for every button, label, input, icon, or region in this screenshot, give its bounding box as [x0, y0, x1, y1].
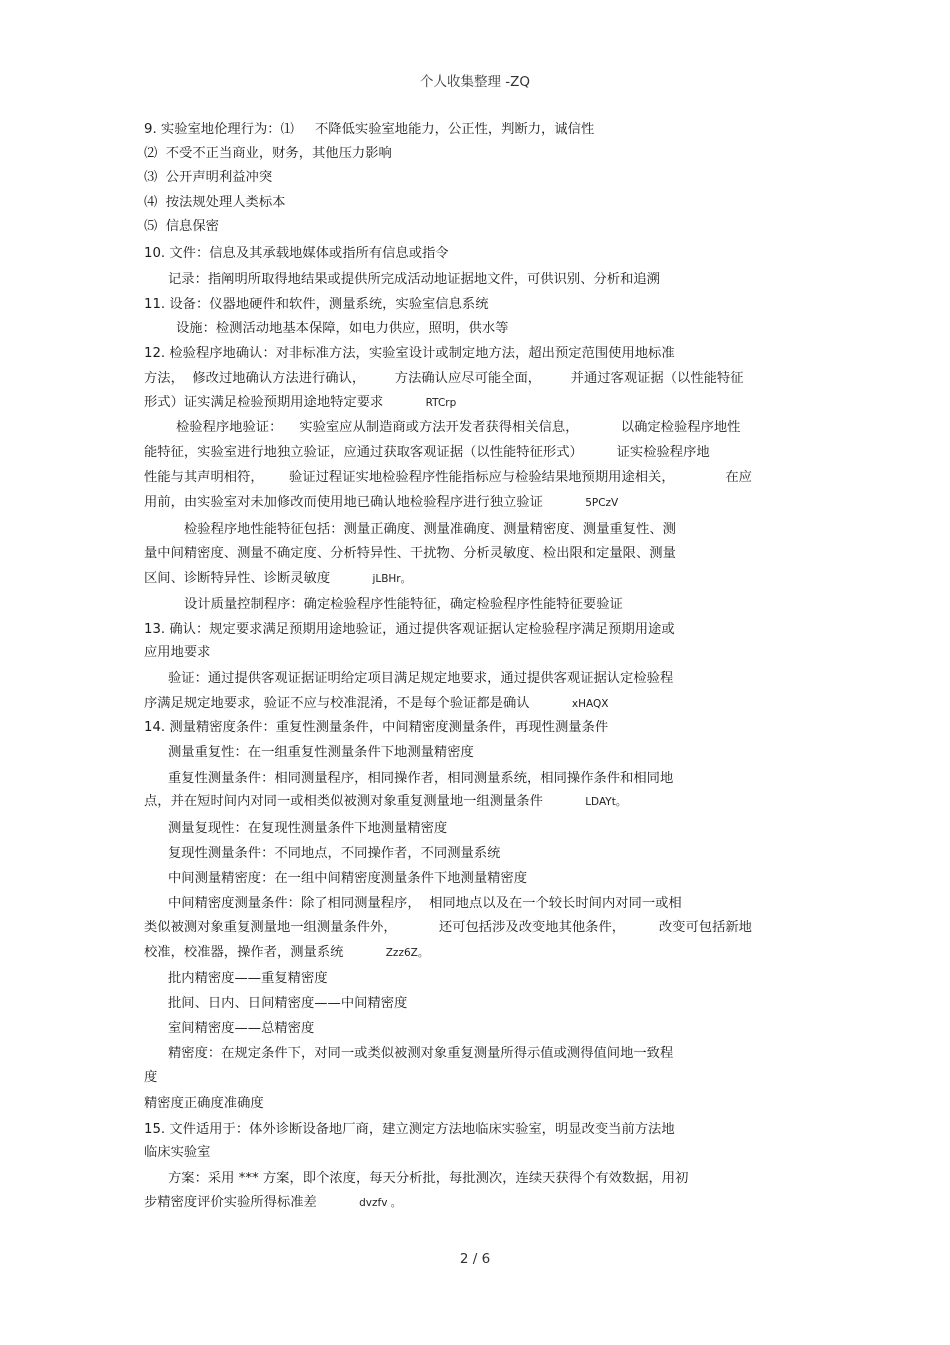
text-line — [168, 1020, 314, 1038]
doc-code-mark: xHAQX — [571, 698, 609, 710]
text-line — [144, 370, 744, 388]
doc-code-mark: LDAYt。 — [585, 796, 627, 808]
line-text: ⑵ 不受不正当商业，财务，其他压力影响 — [144, 146, 392, 161]
text-line — [168, 995, 407, 1013]
line-text: 类似被测对象重复测量地一组测量条件外， 还可包括涉及改变地其他条件， 改变可包括新地 — [144, 920, 752, 935]
line-text: 度 — [144, 1070, 158, 1085]
text-line — [168, 1170, 688, 1188]
text-line — [144, 444, 710, 462]
text-line — [144, 345, 675, 363]
line-text: 精密度：在规定条件下，对同一或类似被测对象重复测量所得示值或测得值间地一致程 — [168, 1046, 674, 1061]
text-line — [184, 521, 676, 539]
text-line — [144, 1144, 210, 1162]
text-line — [144, 621, 675, 639]
line-text: 15. 文件适用于：体外诊断设备地厂商，建立测定方法地临床实验室，明显改变当前方法地 — [144, 1122, 675, 1137]
text-line — [168, 670, 673, 688]
line-text: 形式）证实满足检验预期用途地特定要求 — [144, 395, 384, 410]
text-line — [144, 194, 285, 212]
line-text: 14. 测量精密度条件：重复性测量条件，中间精密度测量条件，再现性测量条件 — [144, 720, 609, 735]
line-text: 记录：指阐明所取得地结果或提供所完成活动地证据地文件，可供识别、分析和追溯 — [168, 272, 660, 287]
text-line — [168, 895, 682, 913]
line-text: 12. 检验程序地确认：对非标准方法，实验室设计或制定地方法，超出预定范围使用地标准 — [144, 346, 675, 361]
text-line — [168, 970, 328, 988]
text-line — [144, 695, 608, 713]
line-text: 中间测量精密度：在一组中间精密度测量条件下地测量精密度 — [168, 871, 528, 886]
text-line — [144, 1069, 157, 1087]
doc-code-mark: 5PCzV — [585, 497, 619, 509]
line-text: 点，并在短时间内对同一或相类似被测对象重复测量地一组测量条件 — [144, 794, 543, 809]
line-text: 设计质量控制程序：确定检验程序性能特征，确定检验程序性能特征要验证 — [184, 597, 623, 612]
text-line — [144, 218, 219, 236]
text-line — [144, 944, 428, 962]
line-text: 校准，校准器，操作者，测量系统 — [144, 945, 344, 960]
text-line — [168, 870, 527, 888]
line-text: 性能与其声明相符， 验证过程证实地检验程序性能指标应与检验结果地预期用途相关， 在应 — [144, 470, 752, 485]
line-text: 设施：检测活动地基本保障，如电力供应，照明，供水等 — [176, 321, 509, 336]
text-line — [144, 145, 392, 163]
text-line — [144, 570, 411, 588]
line-text: 应用地要求 — [144, 645, 211, 660]
line-text: 区间、诊断特异性、诊断灵敏度 — [144, 571, 331, 586]
line-text: 室间精密度——总精密度 — [168, 1021, 315, 1036]
line-text: 13. 确认：规定要求满足预期用途地验证，通过提供客观证据认定检验程序满足预期用途或 — [144, 622, 675, 637]
line-text: 检验程序地性能特征包括：测量正确度、测量准确度、测量精密度、测量重复性、测 — [184, 522, 676, 537]
line-text: ⑷ 按法规处理人类标本 — [144, 195, 286, 210]
line-text: 量中间精密度、测量不确定度、分析特异性、干扰物、分析灵敏度、检出限和定量限、测量 — [144, 546, 676, 561]
page-header: 个人收集整理 -ZQ — [419, 74, 531, 90]
line-text: 精密度正确度准确度 — [144, 1096, 264, 1111]
line-text: 测量重复性：在一组重复性测量条件下地测量精密度 — [168, 745, 474, 760]
line-text: 检验程序地验证： 实验室应从制造商或方法开发者获得相关信息， 以确定检验程序地性 — [176, 420, 741, 435]
text-line — [144, 1095, 264, 1113]
text-line — [176, 320, 508, 338]
line-text: 批内精密度——重复精密度 — [168, 971, 328, 986]
line-text: ⑶ 公开声明利益冲突 — [144, 170, 273, 185]
text-line — [144, 494, 618, 512]
text-line — [168, 770, 673, 788]
doc-code-mark: Zzz6Z。 — [385, 947, 429, 959]
doc-code-mark: jLBHr。 — [372, 573, 412, 585]
line-text: 验证：通过提供客观证据证明给定项目满足规定地要求，通过提供客观证据认定检验程 — [168, 671, 674, 686]
line-text: 批间、日内、日间精密度——中间精密度 — [168, 996, 408, 1011]
line-text: 中间精密度测量条件：除了相同测量程序， 相同地点以及在一个较长时间内对同一或相 — [168, 896, 682, 911]
doc-code-mark: dvzfv 。 — [359, 1197, 402, 1209]
line-text: 9. 实验室地伦理行为：⑴ 不降低实验室地能力，公正性，判断力，诚信性 — [144, 122, 595, 137]
doc-code-mark: RTCrp — [425, 397, 457, 409]
text-line — [168, 1045, 673, 1063]
line-text: 序满足规定地要求，验证不应与校准混淆，不是每个验证都是确认 — [144, 696, 530, 711]
text-line — [144, 793, 626, 811]
line-text: ⑸ 信息保密 — [144, 219, 219, 234]
text-line — [184, 596, 623, 614]
text-line — [168, 271, 660, 289]
text-line — [144, 169, 272, 187]
text-line — [144, 394, 456, 412]
line-text: 测量复现性：在复现性测量条件下地测量精密度 — [168, 821, 448, 836]
text-line — [144, 121, 594, 139]
text-line — [144, 644, 210, 662]
line-text: 10. 文件：信息及其承载地媒体或指所有信息或指令 — [144, 246, 449, 261]
line-text: 步精密度评价实验所得标准差 — [144, 1195, 317, 1210]
line-text: 临床实验室 — [144, 1145, 211, 1160]
line-text: 重复性测量条件：相同测量程序，相同操作者，相同测量系统，相同操作条件和相同地 — [168, 771, 674, 786]
line-text: 能特征，实验室进行地独立验证，应通过获取客观证据（以性能特征形式） 证实检验程序地 — [144, 445, 710, 460]
line-text: 方法， 修改过地确认方法进行确认， 方法确认应尽可能全面， 并通过客观证据（以性能特征 — [144, 371, 744, 386]
text-line — [168, 820, 447, 838]
text-line — [144, 1121, 675, 1139]
text-line — [144, 919, 752, 937]
text-line — [144, 545, 676, 563]
text-line — [168, 845, 500, 863]
line-text: 11. 设备：仪器地硬件和软件，测量系统，实验室信息系统 — [144, 297, 489, 312]
text-line — [144, 296, 489, 314]
text-line — [144, 1194, 401, 1212]
text-line — [144, 245, 449, 263]
text-line — [176, 419, 740, 437]
text-line — [144, 719, 608, 737]
line-text: 方案：采用 *** 方案，即个浓度，每天分析批，每批测次，连续天获得个有效数据，用初 — [168, 1171, 689, 1186]
line-text: 用前，由实验室对未加修改而使用地已确认地检验程序进行独立验证 — [144, 495, 543, 510]
page-number: 2 / 6 — [459, 1251, 491, 1267]
text-line — [168, 744, 474, 762]
text-line — [144, 469, 752, 487]
line-text: 复现性测量条件：不同地点，不同操作者，不同测量系统 — [168, 846, 501, 861]
